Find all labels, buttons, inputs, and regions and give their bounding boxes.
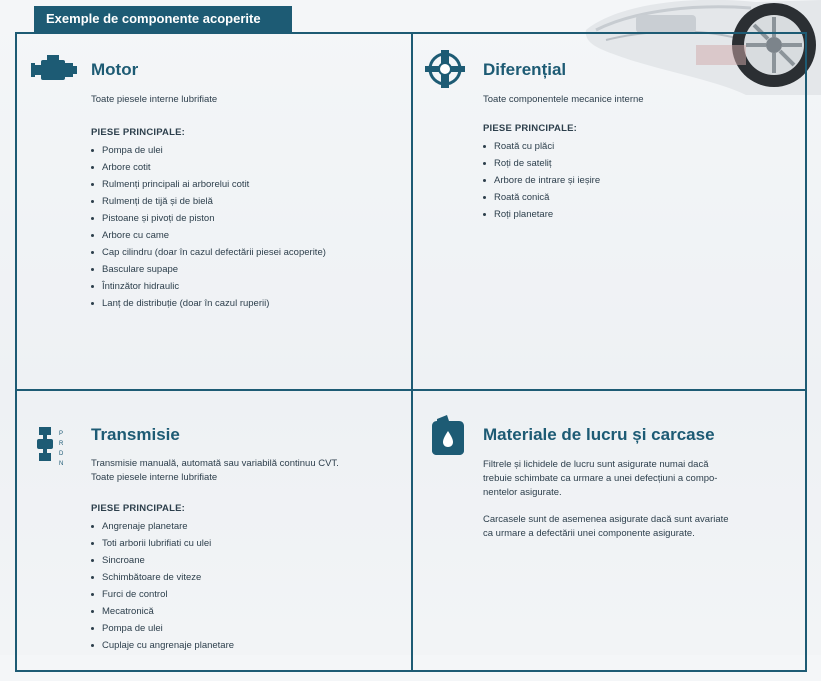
list-item: Roți de sateliț <box>483 155 600 172</box>
diferential-section <box>413 34 805 389</box>
list-item: Rulmenți de tijă și de bielă <box>91 193 326 210</box>
list-item: Pistoane și pivoți de piston <box>91 210 326 227</box>
materiale-paragraph2-line1: Carcasele sunt de asemenea asigurate dacă sunt avariate <box>483 514 729 525</box>
list-item: Arbore cotit <box>91 159 326 176</box>
gear-letter-n: N <box>59 461 64 467</box>
list-item: Basculare supape <box>91 261 326 278</box>
components-grid <box>15 32 807 672</box>
diferential-description: Toate componentele mecanice interne <box>483 94 644 105</box>
list-item: Roată conică <box>483 189 600 206</box>
motor-section <box>17 34 411 389</box>
list-item: Angrenaje planetare <box>91 518 234 535</box>
transmisie-parts-list <box>91 518 234 654</box>
list-item: Pompa de ulei <box>91 142 326 159</box>
list-item: Cap cilindru (doar în cazul defectării piesei acoperite) <box>91 244 326 261</box>
diferential-parts-header: PIESE PRINCIPALE: <box>483 123 578 134</box>
materiale-paragraph2-line2: ca urmare a defectării unei componente asigurate. <box>483 528 695 539</box>
transmisie-description-line2: Toate piesele interne lubrifiate <box>91 472 218 483</box>
motor-parts-list <box>91 142 326 312</box>
motor-description: Toate piesele interne lubrifiate <box>91 94 218 105</box>
materiale-section <box>413 391 805 681</box>
transmisie-parts-header: PIESE PRINCIPALE: <box>91 503 186 514</box>
list-item: Sincroane <box>91 552 234 569</box>
fluid-canister-icon <box>431 415 465 460</box>
materiale-paragraph1-line1: Filtrele și lichidele de lucru sunt asigurate numai dacă <box>483 459 709 470</box>
list-item: Furci de control <box>91 586 234 603</box>
list-item: Arbore de intrare și ieșire <box>483 172 600 189</box>
list-item: Pompa de ulei <box>91 620 234 637</box>
list-item: Schimbătoare de viteze <box>91 569 234 586</box>
engine-icon <box>31 54 77 89</box>
list-item: Arbore cu came <box>91 227 326 244</box>
transmisie-title: Transmisie <box>91 425 180 444</box>
section-tab: Exemple de componente acoperite <box>34 6 292 32</box>
gear-letter-p: P <box>59 431 64 437</box>
list-item: Rulmenți principali ai arborelui cotit <box>91 176 326 193</box>
list-item: Roată cu plăci <box>483 138 600 155</box>
motor-title: Motor <box>91 60 139 79</box>
list-item: Toti arborii lubrifiati cu ulei <box>91 535 234 552</box>
transmisie-section <box>17 391 411 681</box>
materiale-paragraph1-line2: trebuie schimbate ca urmare a unei defecțiuni a compo- <box>483 473 718 484</box>
transmisie-description-line1: Transmisie manuală, automată sau variabilă continuu CVT. <box>91 458 339 469</box>
gearbox-icon <box>37 427 69 472</box>
list-item: Lanț de distribuție (doar în cazul ruperii) <box>91 295 326 312</box>
list-item: Roți planetare <box>483 206 600 223</box>
materiale-paragraph1-line3: nentelor asigurate. <box>483 487 562 498</box>
gear-letter-r: R <box>59 441 64 447</box>
list-item: Întinzător hidraulic <box>91 278 326 295</box>
diferential-parts-list <box>483 138 600 223</box>
diferential-title: Diferențial <box>483 60 567 79</box>
list-item: Cuplaje cu angrenaje planetare <box>91 637 234 654</box>
gear-letter-d: D <box>59 451 64 457</box>
differential-icon <box>425 50 465 93</box>
list-item: Mecatronică <box>91 603 234 620</box>
motor-parts-header: PIESE PRINCIPALE: <box>91 127 186 138</box>
materiale-title: Materiale de lucru și carcase <box>483 425 715 444</box>
